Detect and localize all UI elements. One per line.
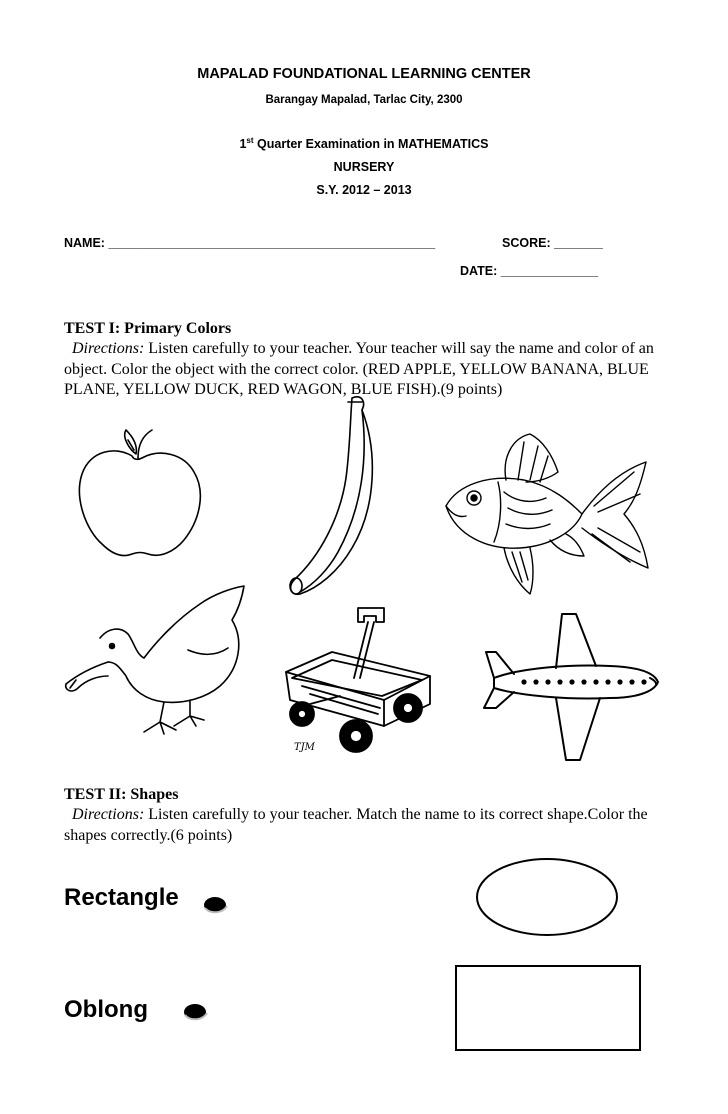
oblong-match-dot[interactable] bbox=[180, 1000, 210, 1024]
exam-title: 1st Quarter Examination in MATHEMATICS bbox=[239, 136, 489, 152]
score-label: SCORE: bbox=[502, 236, 551, 250]
rectangle-shape[interactable] bbox=[454, 964, 642, 1052]
score-line[interactable]: _______ bbox=[554, 236, 603, 250]
grade-level: NURSERY bbox=[333, 160, 395, 174]
score-field bbox=[502, 236, 603, 250]
name-label: NAME: bbox=[64, 236, 105, 250]
oval-shape[interactable] bbox=[474, 856, 620, 938]
duck-drawing bbox=[60, 584, 250, 736]
rectangle-match-dot[interactable] bbox=[200, 892, 230, 916]
fish-drawing bbox=[434, 432, 652, 598]
name-field bbox=[64, 236, 435, 250]
banana-drawing bbox=[282, 388, 400, 598]
date-line[interactable]: ______________ bbox=[500, 264, 599, 278]
test2-title: TEST II: Shapes bbox=[64, 786, 179, 803]
date-label: DATE: bbox=[460, 264, 498, 278]
name-line[interactable]: _______________________________________________ bbox=[108, 236, 436, 250]
date-field bbox=[460, 264, 598, 278]
test1-title: TEST I: Primary Colors bbox=[64, 320, 232, 337]
apple-drawing bbox=[76, 426, 210, 562]
school-year: S.Y. 2012 – 2013 bbox=[316, 183, 412, 197]
test2-directions: Directions: Listen carefully to your teacher. Match the name to its correct shape.Color the shapes correctly.(6 points) bbox=[64, 806, 648, 844]
wagon-signature: TJM bbox=[294, 742, 315, 753]
school-address: Barangay Mapalad, Tarlac City, 2300 bbox=[265, 94, 463, 106]
oblong-label: Oblong bbox=[64, 996, 148, 1023]
test1-directions: Directions: Listen carefully to your teacher. Your teacher will say the name and color of an object. Color the object with the correct color. (RED APPLE, YELLOW BANANA, BLUE PLANE, YELLOW DUCK, RED WAGON, BLUE FISH).(9 points) bbox=[64, 340, 654, 398]
rectangle-label: Rectangle bbox=[64, 884, 179, 911]
school-name: MAPALAD FOUNDATIONAL LEARNING CENTER bbox=[197, 66, 531, 82]
wagon-drawing bbox=[280, 604, 440, 762]
airplane-drawing bbox=[480, 612, 660, 764]
